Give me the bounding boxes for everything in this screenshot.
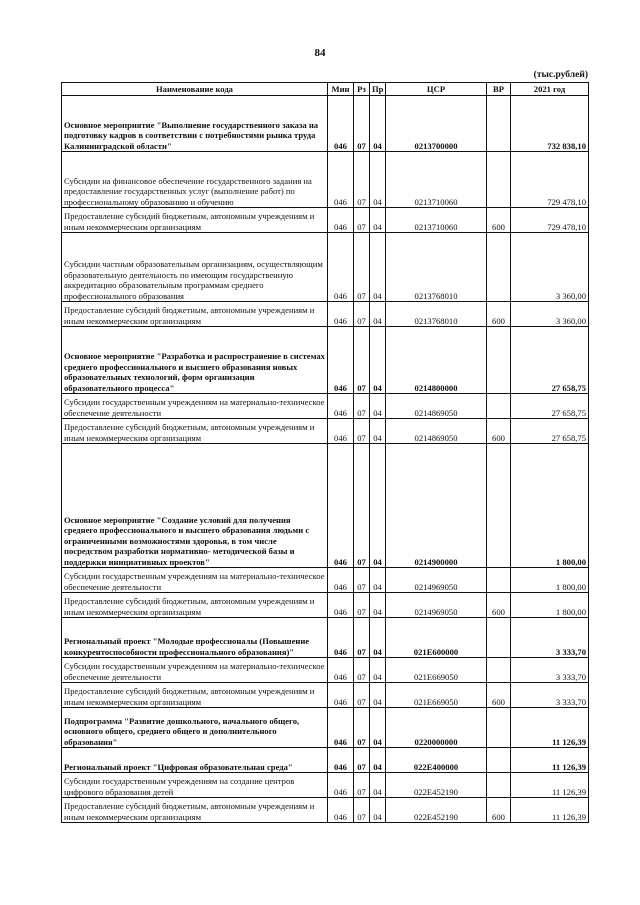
vr-cell — [487, 618, 511, 658]
name-cell: Основное мероприятие "Выполнение государственного заказа на подготовку кадров в соответствии с потребностями рынка труда Калининградской области" — [62, 96, 328, 152]
csr-cell: 022E452190 — [386, 798, 487, 823]
csr-cell: 0214900000 — [386, 444, 487, 568]
pr-cell: 04 — [370, 233, 386, 302]
min-cell: 046 — [328, 444, 354, 568]
amount-cell: 729 478,10 — [511, 152, 589, 208]
vr-cell: 600 — [487, 683, 511, 708]
amount-cell: 1 800,00 — [511, 593, 589, 618]
table-row — [62, 798, 589, 823]
amount-cell: 11 126,39 — [511, 798, 589, 823]
rz-cell: 07 — [354, 773, 370, 798]
header-rz: Рз — [354, 83, 370, 96]
table-row — [62, 444, 589, 568]
table-row — [62, 96, 589, 152]
min-cell: 046 — [328, 233, 354, 302]
min-cell: 046 — [328, 208, 354, 233]
name-cell: Предоставление субсидий бюджетным, автономным учреждениям и иным некоммерческим организациям — [62, 208, 328, 233]
pr-cell: 04 — [370, 618, 386, 658]
table-row — [62, 208, 589, 233]
min-cell: 046 — [328, 708, 354, 748]
min-cell: 046 — [328, 394, 354, 419]
vr-cell — [487, 568, 511, 593]
csr-cell: 0213768010 — [386, 233, 487, 302]
min-cell: 046 — [328, 568, 354, 593]
amount-cell: 3 333,70 — [511, 618, 589, 658]
table-row — [62, 748, 589, 773]
vr-cell — [487, 773, 511, 798]
name-cell: Региональный проект "Цифровая образовательная среда" — [62, 748, 328, 773]
table-row — [62, 327, 589, 394]
rz-cell: 07 — [354, 327, 370, 394]
table-row — [62, 152, 589, 208]
csr-cell: 0213700000 — [386, 96, 487, 152]
min-cell: 046 — [328, 327, 354, 394]
pr-cell: 04 — [370, 708, 386, 748]
table-row — [62, 233, 589, 302]
amount-cell: 11 126,39 — [511, 748, 589, 773]
rz-cell: 07 — [354, 394, 370, 419]
min-cell: 046 — [328, 618, 354, 658]
units-label: (тыс.рублей) — [533, 70, 588, 80]
amount-cell: 3 333,70 — [511, 658, 589, 683]
vr-cell — [487, 748, 511, 773]
csr-cell: 0214869050 — [386, 419, 487, 444]
vr-cell: 600 — [487, 302, 511, 327]
rz-cell: 07 — [354, 233, 370, 302]
table-row — [62, 658, 589, 683]
table-row — [62, 394, 589, 419]
vr-cell: 600 — [487, 208, 511, 233]
header-csr: ЦСР — [386, 83, 487, 96]
name-cell: Субсидии на финансовое обеспечение государственного задания на предоставление государственных услуг (выполнение работ) по профессиональному образованию и обучению — [62, 152, 328, 208]
rz-cell: 07 — [354, 708, 370, 748]
name-cell: Предоставление субсидий бюджетным, автономным учреждениям и иным некоммерческим организациям — [62, 302, 328, 327]
rz-cell: 07 — [354, 593, 370, 618]
csr-cell: 0214969050 — [386, 568, 487, 593]
rz-cell: 07 — [354, 568, 370, 593]
name-cell: Региональный проект "Молодые профессионалы (Повышение конкурентоспособности профессионального образования)" — [62, 618, 328, 658]
csr-cell: 021E669050 — [386, 658, 487, 683]
amount-cell: 3 360,00 — [511, 302, 589, 327]
table-row — [62, 773, 589, 798]
amount-cell: 732 838,10 — [511, 96, 589, 152]
name-cell: Основное мероприятие "Разработка и распространение в системах среднего профессионального и высшего образования новых образовательных технологий, форм организации образовательного процесса" — [62, 327, 328, 394]
table-body — [62, 96, 589, 823]
csr-cell: 021E600000 — [386, 618, 487, 658]
min-cell: 046 — [328, 152, 354, 208]
name-cell: Предоставление субсидий бюджетным, автономным учреждениям и иным некоммерческим организациям — [62, 798, 328, 823]
pr-cell: 04 — [370, 152, 386, 208]
amount-cell: 27 658,75 — [511, 394, 589, 419]
pr-cell: 04 — [370, 302, 386, 327]
csr-cell: 0213710060 — [386, 208, 487, 233]
pr-cell: 04 — [370, 593, 386, 618]
csr-cell: 0213768010 — [386, 302, 487, 327]
rz-cell: 07 — [354, 798, 370, 823]
min-cell: 046 — [328, 96, 354, 152]
csr-cell: 022E452190 — [386, 773, 487, 798]
min-cell: 046 — [328, 773, 354, 798]
vr-cell — [487, 233, 511, 302]
name-cell: Предоставление субсидий бюджетным, автономным учреждениям и иным некоммерческим организациям — [62, 593, 328, 618]
min-cell: 046 — [328, 419, 354, 444]
name-cell: Предоставление субсидий бюджетным, автономным учреждениям и иным некоммерческим организациям — [62, 683, 328, 708]
vr-cell — [487, 327, 511, 394]
amount-cell: 1 800,00 — [511, 444, 589, 568]
vr-cell: 600 — [487, 419, 511, 444]
budget-table — [61, 82, 589, 823]
vr-cell — [487, 658, 511, 683]
pr-cell: 04 — [370, 773, 386, 798]
amount-cell: 1 800,00 — [511, 568, 589, 593]
csr-cell: 0220000000 — [386, 708, 487, 748]
csr-cell: 021E669050 — [386, 683, 487, 708]
pr-cell: 04 — [370, 208, 386, 233]
vr-cell — [487, 444, 511, 568]
pr-cell: 04 — [370, 748, 386, 773]
name-cell: Предоставление субсидий бюджетным, автономным учреждениям и иным некоммерческим организациям — [62, 419, 328, 444]
vr-cell — [487, 152, 511, 208]
name-cell: Основное мероприятие "Создание условий для получения среднего профессионального и высшего образования людьми с ограниченными возможностями здоровья, в том числе посредством разработки нормативно- методической базы и поддержки инициативных проектов" — [62, 444, 328, 568]
min-cell: 046 — [328, 798, 354, 823]
rz-cell: 07 — [354, 302, 370, 327]
header-name: Наименование кода — [62, 83, 328, 96]
header-vr: ВР — [487, 83, 511, 96]
header-pr: Пр — [370, 83, 386, 96]
name-cell: Субсидии государственным учреждениям на материально-техническое обеспечение деятельности — [62, 394, 328, 419]
name-cell: Субсидии частным образовательным организациям, осуществляющим образовательную деятельность по имеющим государственную аккредитацию образовательным программам среднего профессионального образования — [62, 233, 328, 302]
amount-cell: 3 360,00 — [511, 233, 589, 302]
rz-cell: 07 — [354, 748, 370, 773]
name-cell: Субсидии государственным учреждениям на создание центров цифрового образования детей — [62, 773, 328, 798]
rz-cell: 07 — [354, 208, 370, 233]
amount-cell: 729 478,10 — [511, 208, 589, 233]
min-cell: 046 — [328, 302, 354, 327]
table-row — [62, 618, 589, 658]
csr-cell: 0214800000 — [386, 327, 487, 394]
amount-cell: 27 658,75 — [511, 327, 589, 394]
amount-cell: 11 126,39 — [511, 773, 589, 798]
min-cell: 046 — [328, 593, 354, 618]
csr-cell: 0214869050 — [386, 394, 487, 419]
pr-cell: 04 — [370, 394, 386, 419]
pr-cell: 04 — [370, 683, 386, 708]
name-cell: Субсидии государственным учреждениям на материально-техническое обеспечение деятельности — [62, 658, 328, 683]
table-row — [62, 708, 589, 748]
amount-cell: 27 658,75 — [511, 419, 589, 444]
header-amount: 2021 год — [511, 83, 589, 96]
amount-cell: 3 333,70 — [511, 683, 589, 708]
rz-cell: 07 — [354, 618, 370, 658]
vr-cell — [487, 96, 511, 152]
rz-cell: 07 — [354, 683, 370, 708]
pr-cell: 04 — [370, 658, 386, 683]
pr-cell: 04 — [370, 327, 386, 394]
pr-cell: 04 — [370, 96, 386, 152]
table-row — [62, 683, 589, 708]
csr-cell: 0213710060 — [386, 152, 487, 208]
vr-cell: 600 — [487, 593, 511, 618]
name-cell: Субсидии государственным учреждениям на материально-техническое обеспечение деятельности — [62, 568, 328, 593]
pr-cell: 04 — [370, 568, 386, 593]
table-row — [62, 302, 589, 327]
min-cell: 046 — [328, 748, 354, 773]
pr-cell: 04 — [370, 798, 386, 823]
vr-cell — [487, 708, 511, 748]
min-cell: 046 — [328, 658, 354, 683]
amount-cell: 11 126,39 — [511, 708, 589, 748]
table-row — [62, 593, 589, 618]
name-cell: Подпрограмма "Развитие дошкольного, начального общего, основного общего, среднего общего и дополнительного образования" — [62, 708, 328, 748]
pr-cell: 04 — [370, 419, 386, 444]
table-header-row — [62, 83, 589, 96]
table-row — [62, 419, 589, 444]
rz-cell: 07 — [354, 444, 370, 568]
min-cell: 046 — [328, 683, 354, 708]
rz-cell: 07 — [354, 658, 370, 683]
header-min: Мин — [328, 83, 354, 96]
pr-cell: 04 — [370, 444, 386, 568]
rz-cell: 07 — [354, 96, 370, 152]
rz-cell: 07 — [354, 152, 370, 208]
vr-cell: 600 — [487, 798, 511, 823]
page-number: 84 — [314, 47, 326, 59]
csr-cell: 0214969050 — [386, 593, 487, 618]
csr-cell: 022E400000 — [386, 748, 487, 773]
vr-cell — [487, 394, 511, 419]
table-row — [62, 568, 589, 593]
rz-cell: 07 — [354, 419, 370, 444]
